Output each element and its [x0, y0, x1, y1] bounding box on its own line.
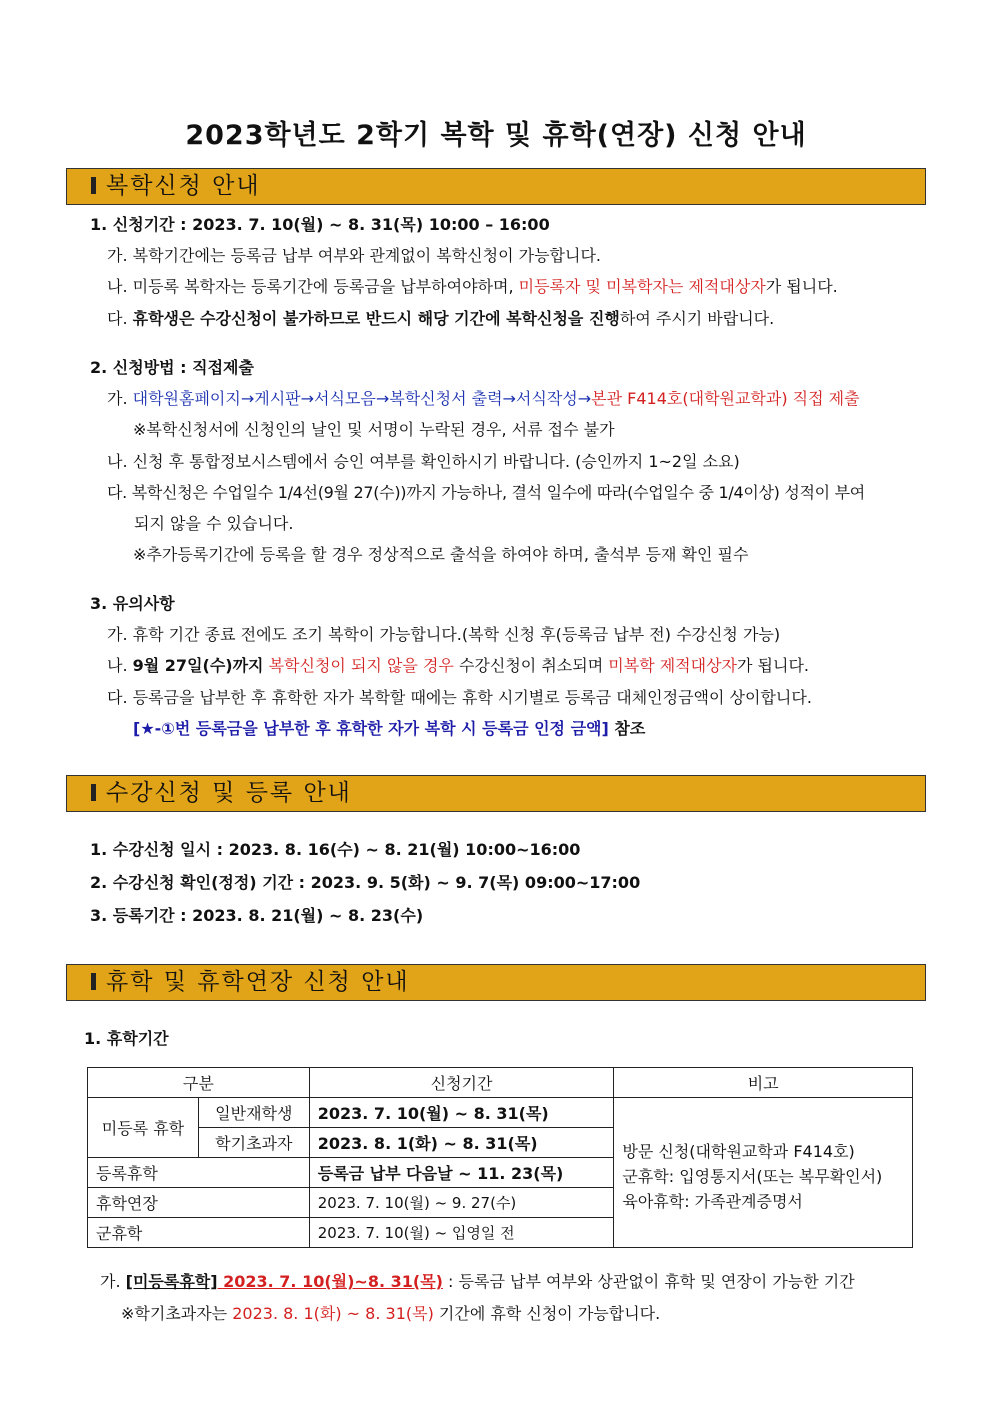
unregistered-leave-cell: 미등록 휴학	[88, 1098, 199, 1158]
sub-category-cell: 학기초과자	[198, 1128, 309, 1158]
category-cell: 등록휴학	[88, 1158, 310, 1188]
section-marker	[91, 784, 96, 801]
tuition-registration-period: 3. 등록기간 : 2023. 8. 21(월) ~ 8. 23(수)	[90, 906, 424, 925]
caution-reference: [★-①번 등록금을 납부한 후 휴학한 자가 복학 시 등록금 인정 금액] 참조	[133, 719, 646, 738]
leave-period-heading: 1. 휴학기간	[84, 1029, 169, 1048]
remark-military: 군휴학: 입영통지서(또는 복무확인서)	[622, 1167, 883, 1186]
section-marker	[91, 177, 96, 194]
category-cell: 군휴학	[88, 1218, 310, 1248]
section-title: 복학신청 안내	[106, 173, 261, 199]
return-item-2a: 가. 대학원홈페이지→게시판→서식모음→복학신청서 출력→서식작성→본관 F414호(대학원교학과) 직접 제출	[107, 389, 860, 408]
section-title: 수강신청 및 등록 안내	[106, 780, 352, 806]
leave-footnote-note: ※학기초과자는 2023. 8. 1(화) ~ 8. 31(목) 기간에 휴학 신청이 가능합니다.	[121, 1304, 661, 1323]
unregistered-leave-tag: [미등록휴학]	[125, 1272, 218, 1291]
header-period: 신청기간	[309, 1068, 614, 1098]
leave-period-table	[87, 1067, 913, 1248]
return-item-1b: 나. 미등록 복학자는 등록기간에 등록금을 납부하여야하며, 미등록자 및 미복학자는 제적대상자가 됩니다.	[107, 277, 838, 296]
period-cell: 2023. 7. 10(월) ~ 9. 27(수)	[309, 1188, 614, 1218]
return-item-1a: 가. 복학기간에는 등록금 납부 여부와 관계없이 복학신청이 가능합니다.	[107, 246, 601, 265]
leave-footnote-a: 가. [미등록휴학] 2023. 7. 10(월)~8. 31(목) : 등록금 납부 여부와 상관없이 휴학 및 연장이 가능한 기간	[100, 1272, 855, 1291]
table-row	[88, 1098, 913, 1128]
return-item-2c: 다. 복학신청은 수업일수 1/4선(9월 27(수))까지 가능하나, 결석 일수에 따라(수업일수 중 1/4이상) 성적이 부여	[107, 483, 865, 502]
return-period-heading: 1. 신청기간 : 2023. 7. 10(월) ~ 8. 31(목) 10:00 – 16:00	[90, 215, 550, 234]
period-cell: 2023. 7. 10(월) ~ 8. 31(목)	[309, 1098, 614, 1128]
header-remarks: 비고	[614, 1068, 913, 1098]
period-cell: 등록금 납부 다음날 ~ 11. 23(목)	[309, 1158, 614, 1188]
remark-visit: 방문 신청(대학원교학과 F414호)	[622, 1142, 855, 1161]
caution-item-b: 나. 9월 27일(수)까지 복학신청이 되지 않을 경우 수강신청이 취소되며 미복학 제적대상자가 됩니다.	[107, 656, 809, 675]
section-marker	[91, 973, 96, 990]
section-title: 휴학 및 휴학연장 신청 안내	[106, 969, 410, 995]
sub-category-cell: 일반재학생	[198, 1098, 309, 1128]
caution-item-c: 다. 등록금을 납부한 후 휴학한 자가 복학할 때에는 휴학 시기별로 등록금 대체인정금액이 상이합니다.	[107, 688, 812, 707]
course-correction-period: 2. 수강신청 확인(정정) 기간 : 2023. 9. 5(화) ~ 9. 7(목) 09:00~17:00	[90, 873, 641, 892]
section-header-return	[66, 168, 926, 205]
table-header-row	[88, 1068, 913, 1098]
remark-childcare: 육아휴학: 가족관계증명서	[622, 1192, 803, 1211]
period-cell: 2023. 7. 10(월) ~ 입영일 전	[309, 1218, 614, 1248]
return-method-heading: 2. 신청방법 : 직접제출	[90, 358, 254, 377]
return-item-2c-note: ※추가등록기간에 등록을 할 경우 정상적으로 출석을 하여야 하며, 출석부 등재 확인 필수	[133, 545, 749, 564]
tuition-reference-link[interactable]: [★-①번 등록금을 납부한 후 휴학한 자가 복학 시 등록금 인정 금액]	[133, 719, 609, 738]
category-cell: 휴학연장	[88, 1188, 310, 1218]
return-item-1c: 다. 휴학생은 수강신청이 불가하므로 반드시 해당 기간에 복학신청을 진행하여 주시기 바랍니다.	[107, 309, 775, 328]
return-item-2c-cont: 되지 않을 수 있습니다.	[134, 514, 294, 533]
header-category: 구분	[88, 1068, 310, 1098]
return-item-2b: 나. 신청 후 통합정보시스템에서 승인 여부를 확인하시기 바랍니다. (승인까지 1~2일 소요)	[107, 452, 740, 471]
remarks-cell	[614, 1098, 913, 1248]
caution-item-a: 가. 휴학 기간 종료 전에도 조기 복학이 가능합니다.(복학 신청 후(등록금 납부 전) 수강신청 가능)	[107, 625, 781, 644]
section-header-registration	[66, 775, 926, 812]
caution-heading: 3. 유의사항	[90, 594, 175, 613]
return-item-2a-note: ※복학신청서에 신청인의 날인 및 서명이 누락된 경우, 서류 접수 불가	[133, 420, 615, 439]
course-registration-period: 1. 수강신청 일시 : 2023. 8. 16(수) ~ 8. 21(월) 10:00~16:00	[90, 840, 581, 859]
section-header-leave	[66, 964, 926, 1001]
period-cell: 2023. 8. 1(화) ~ 8. 31(목)	[309, 1128, 614, 1158]
page-title: 2023학년도 2학기 복학 및 휴학(연장) 신청 안내	[185, 120, 807, 151]
